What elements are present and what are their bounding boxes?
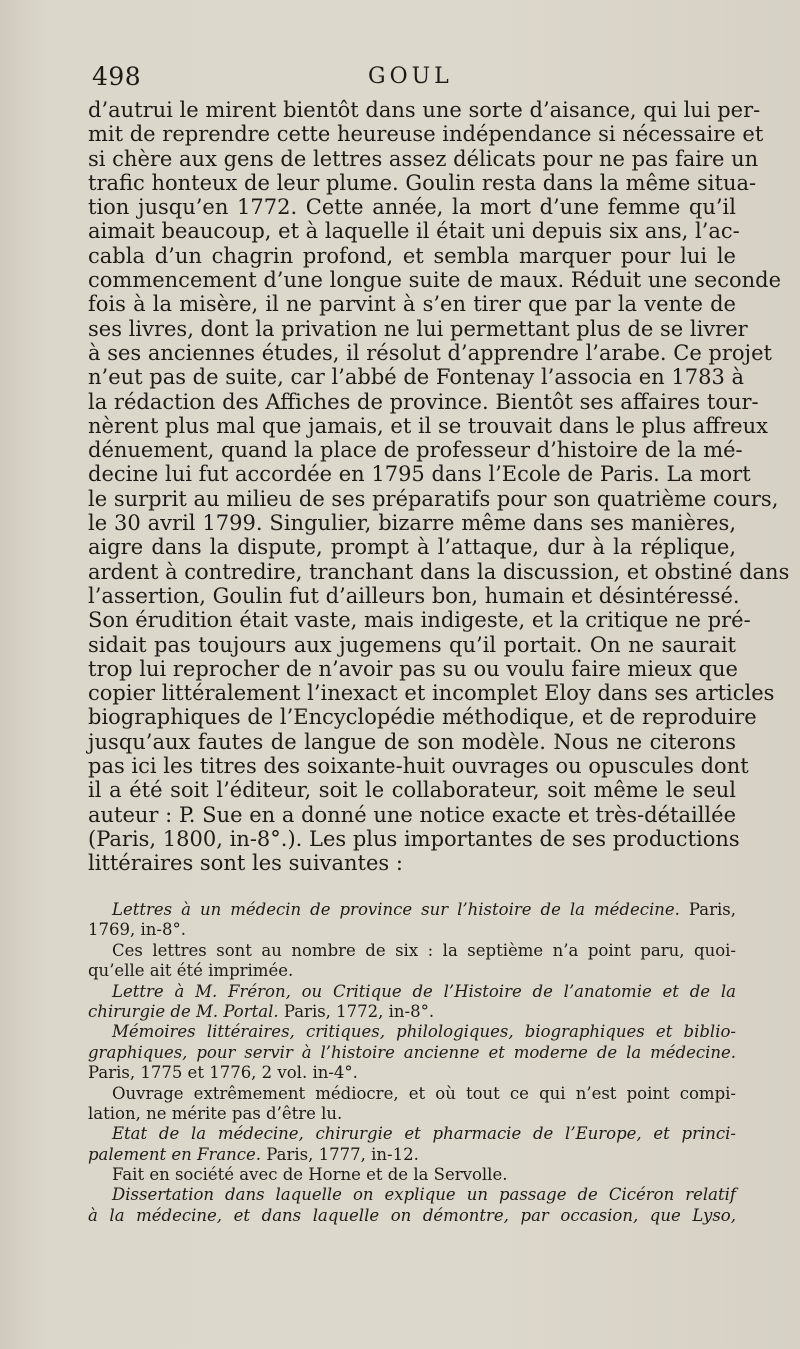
- bibliography-line: [88, 920, 736, 940]
- text-line: copier littéralement l’inexact et incomplet Eloy dans ses articles: [88, 681, 775, 706]
- bibliography-line: [88, 1185, 736, 1205]
- work-title: graphiques, pour servir à l’histoire ancienne et moderne de la médecine.: [88, 1042, 736, 1062]
- text-line: trop lui reprocher de n’avoir pas su ou voulu faire mieux que: [88, 656, 738, 681]
- publication-details: Ces lettres sont au nombre de six : la septième n’a point paru, quoi-: [112, 940, 736, 960]
- bibliography-line: [88, 982, 736, 1002]
- text-line: commencement d’une longue suite de maux. Réduit une seconde: [88, 268, 782, 293]
- text-line: aigre dans la dispute, prompt à l’attaque, dur à la réplique,: [88, 535, 736, 560]
- work-title: Etat de la médecine, chirurgie et pharmacie de l’Europe, et princi-: [112, 1124, 736, 1144]
- text-line: la rédaction des Affiches de province. Bientôt ses affaires tour-: [88, 389, 759, 414]
- bibliography-line: [88, 961, 736, 981]
- page-number: 498: [92, 62, 142, 91]
- bibliography-line: [88, 1043, 736, 1063]
- text-line: biographiques de l’Encyclopédie méthodique, et de reproduire: [88, 705, 757, 730]
- text-line: littéraires sont les suivantes :: [88, 851, 403, 876]
- text-line: fois à la misère, il ne parvint à s’en tirer que par la vente de: [88, 292, 736, 317]
- text-line: mit de reprendre cette heureuse indépendance si nécessaire et: [88, 122, 764, 147]
- text-line: à ses anciennes études, il résolut d’apprendre l’arabe. Ce projet: [88, 340, 772, 365]
- running-head: GOUL: [368, 64, 453, 89]
- text-line: tion jusqu’en 1772. Cette année, la mort d’une femme qu’il: [88, 195, 736, 220]
- text-line: sidait pas toujours aux jugemens qu’il portait. On ne saurait: [88, 632, 736, 657]
- text-line: dénuement, quand la place de professeur d’histoire de la mé-: [88, 438, 743, 463]
- work-title: Dissertation dans laquelle on explique un passage de Cicéron relatif: [112, 1185, 736, 1205]
- work-title: palement en France.: [88, 1144, 262, 1164]
- publication-details: Paris,: [679, 900, 736, 919]
- text-line: ardent à contredire, tranchant dans la discussion, et obstiné dans: [88, 559, 790, 584]
- text-line: pas ici les titres des soixante-huit ouvrages ou opuscules dont: [88, 754, 749, 779]
- publication-details: lation, ne mérite pas d’être lu.: [88, 1103, 343, 1123]
- text-line: aimait beaucoup, et à laquelle il était uni depuis six ans, l’ac-: [88, 219, 740, 244]
- text-line: le surprit au milieu de ses préparatifs pour son quatrième cours,: [88, 486, 779, 511]
- text-line: nèrent plus mal que jamais, et il se trouvait dans le plus affreux: [88, 413, 768, 438]
- text-line: le 30 avril 1799. Singulier, bizarre même dans ses manières,: [88, 511, 736, 536]
- publication-details: Paris, 1777, in-12.: [261, 1144, 419, 1164]
- bibliography-list: [88, 900, 736, 1226]
- bibliography-line: [88, 1002, 736, 1022]
- bibliography-line: [88, 1084, 736, 1104]
- bibliography-line: [88, 1124, 736, 1144]
- work-title: Mémoires littéraires, critiques, philologiques, biographiques et biblio-: [112, 1022, 736, 1042]
- main-text: [88, 98, 790, 876]
- work-title: à la médecine, et dans laquelle on démontre, par occasion, que Lyso,: [88, 1205, 736, 1225]
- bibliography-line: [88, 941, 736, 961]
- bibliography-line: [88, 1063, 736, 1083]
- text-line: trafic honteux de leur plume. Goulin resta dans la même situa-: [88, 170, 757, 195]
- page-header: [92, 62, 732, 96]
- work-title: Lettres à un médecin de province sur l’histoire de la médecine.: [112, 900, 680, 919]
- work-title: chirurgie de M. Portal.: [88, 1001, 279, 1021]
- text-line: auteur : P. Sue en a donné une notice exacte et très-détaillée: [88, 802, 736, 827]
- text-line: decine lui fut accordée en 1795 dans l’Ecole de Paris. La mort: [88, 462, 751, 487]
- publication-details: Paris, 1775 et 1776, 2 vol. in-4°.: [88, 1063, 358, 1083]
- bibliography-line: [88, 900, 736, 920]
- text-line: l’assertion, Goulin fut d’ailleurs bon, humain et désintéressé.: [88, 583, 740, 608]
- text-line: jusqu’aux fautes de langue de son modèle. Nous ne citerons: [88, 729, 736, 754]
- bibliography-line: [88, 1165, 736, 1185]
- text-line: si chère aux gens de lettres assez délicats pour ne pas faire un: [88, 146, 759, 171]
- publication-details: Ouvrage extrêmement médiocre, et où tout ce qui n’est point compi-: [112, 1083, 736, 1103]
- publication-details: 1769, in-8°.: [88, 920, 186, 940]
- text-line: il a été soit l’éditeur, soit le collaborateur, soit même le seul: [88, 778, 736, 803]
- text-line: n’eut pas de suite, car l’abbé de Fontenay l’associa en 1783 à: [88, 365, 744, 390]
- bibliography-line: [88, 1145, 736, 1165]
- text-line: cabla d’un chagrin profond, et sembla marquer pour lui le: [88, 243, 736, 268]
- publication-details: Paris, 1772, in-8°.: [278, 1001, 435, 1021]
- text-line: d’autrui le mirent bientôt dans une sorte d’aisance, qui lui per-: [88, 98, 761, 122]
- bibliography-line: [88, 1206, 736, 1226]
- publication-details: Fait en société avec de Horne et de la Servolle.: [112, 1165, 508, 1185]
- work-title: Lettre à M. Fréron, ou Critique de l’Histoire de l’anatomie et de la: [112, 981, 736, 1001]
- text-line: (Paris, 1800, in-8°.). Les plus importantes de ses productions: [88, 826, 740, 851]
- text-line: Son érudition était vaste, mais indigeste, et la critique ne pré-: [88, 608, 751, 633]
- text-line: ses livres, dont la privation ne lui permettant plus de se livrer: [88, 316, 748, 341]
- bibliography-line: [88, 1022, 736, 1042]
- publication-details: qu’elle ait été imprimée.: [88, 961, 294, 981]
- bibliography-line: [88, 1104, 736, 1124]
